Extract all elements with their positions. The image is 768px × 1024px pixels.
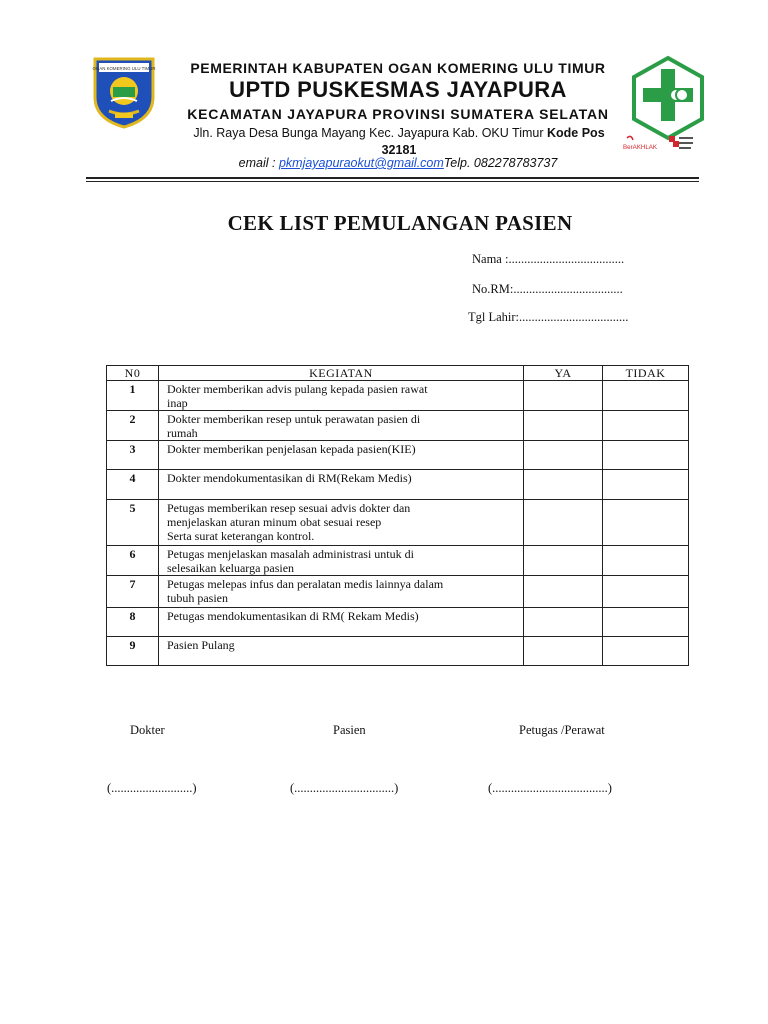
table-row (107, 470, 689, 500)
row-tidak-checkbox[interactable] (603, 608, 689, 637)
row-kegiatan (159, 500, 524, 546)
table-row (107, 637, 689, 666)
row-ya-checkbox[interactable] (524, 381, 603, 411)
postal-label: Kode Pos (547, 126, 605, 140)
table-row (107, 608, 689, 637)
checklist-table (106, 365, 689, 666)
regency-emblem-logo (91, 55, 157, 129)
row-ya-checkbox[interactable] (524, 500, 603, 546)
row-tidak-checkbox[interactable] (603, 576, 689, 608)
row-number: 9 (107, 637, 159, 666)
header-divider-thin (86, 181, 699, 182)
row-tidak-checkbox[interactable] (603, 500, 689, 546)
header-tidak: TIDAK (603, 366, 689, 381)
header-government-line: PEMERINTAH KABUPATEN OGAN KOMERING ULU TIMUR (190, 60, 606, 76)
row-tidak-checkbox[interactable] (603, 411, 689, 441)
row-ya-checkbox[interactable] (524, 576, 603, 608)
kegiatan-line: rumah (167, 426, 198, 440)
row-number: 8 (107, 608, 159, 637)
row-tidak-checkbox[interactable] (603, 470, 689, 500)
kegiatan-line: Petugas memberikan resep sesuai advis dokter dan (167, 501, 411, 515)
header-address (164, 125, 634, 159)
row-kegiatan (159, 411, 524, 441)
field-nama[interactable]: Nama :..................................... (472, 252, 625, 266)
phone-text: Telp. 082278783737 (443, 156, 558, 170)
email-label: email : (238, 156, 279, 170)
table-row (107, 381, 689, 411)
email-link[interactable]: pkmjayapuraokut@gmail.com (278, 156, 444, 170)
kegiatan-line: tubuh pasien (167, 591, 228, 605)
header-contact (160, 156, 636, 170)
row-ya-checkbox[interactable] (524, 411, 603, 441)
kegiatan-line: Petugas mendokumentasikan di RM( Rekam Medis) (167, 609, 419, 623)
header-institution-name: UPTD PUSKESMAS JAYAPURA (229, 77, 567, 102)
row-kegiatan (159, 470, 524, 500)
header-ya: YA (524, 366, 603, 381)
signature-line-petugas[interactable]: (.....................................) (488, 781, 612, 795)
checklist-rows (107, 381, 689, 666)
row-number: 3 (107, 441, 159, 470)
signature-label-dokter: Dokter (130, 723, 165, 737)
row-tidak-checkbox[interactable] (603, 381, 689, 411)
row-kegiatan (159, 381, 524, 411)
postal-code: 32181 (381, 143, 417, 157)
header-no: N0 (107, 366, 159, 381)
row-number: 4 (107, 470, 159, 500)
table-row (107, 441, 689, 470)
row-ya-checkbox[interactable] (524, 546, 603, 576)
table-row (107, 500, 689, 546)
header-district-line: KECAMATAN JAYAPURA PROVINSI SUMATERA SELATAN (187, 106, 609, 122)
row-number: 5 (107, 500, 159, 546)
kegiatan-line: selesaikan keluarga pasien (167, 561, 295, 575)
puskesmas-logo (629, 55, 707, 141)
table-header-row (107, 366, 689, 381)
kegiatan-line: Serta surat keterangan kontrol. (167, 529, 315, 543)
row-tidak-checkbox[interactable] (603, 441, 689, 470)
kegiatan-line: Dokter memberikan advis pulang kepada pasien rawat (167, 382, 428, 396)
address-text: Jln. Raya Desa Bunga Mayang Kec. Jayapura Kab. OKU Timur (193, 126, 547, 140)
row-ya-checkbox[interactable] (524, 637, 603, 666)
table-row (107, 411, 689, 441)
kegiatan-line: Dokter memberikan penjelasan kepada pasien(KIE) (167, 442, 416, 456)
badge-text: BerAKHLAK (623, 144, 658, 151)
kegiatan-line: menjelaskan aturan minum obat sesuai resep (167, 515, 382, 529)
table-row (107, 576, 689, 608)
row-ya-checkbox[interactable] (524, 470, 603, 500)
field-no-rm[interactable]: No.RM:................................... (472, 282, 623, 296)
table-row (107, 546, 689, 576)
signature-line-dokter[interactable]: (..........................) (107, 781, 197, 795)
emblem-text: OGAN KOMERING ULU TIMUR (92, 66, 156, 71)
row-kegiatan (159, 441, 524, 470)
row-kegiatan (159, 608, 524, 637)
signature-line-pasien[interactable]: (................................) (290, 781, 399, 795)
kegiatan-line: Pasien Pulang (167, 638, 235, 652)
row-number: 1 (107, 381, 159, 411)
header-kegiatan: KEGIATAN (159, 366, 524, 381)
field-tgl-lahir[interactable]: Tgl Lahir:................................... (468, 310, 629, 324)
berakhlak-badge-logo (623, 134, 695, 154)
row-ya-checkbox[interactable] (524, 441, 603, 470)
kegiatan-line: inap (167, 396, 188, 410)
row-number: 2 (107, 411, 159, 441)
row-kegiatan (159, 576, 524, 608)
kegiatan-line: Dokter memberikan resep untuk perawatan pasien di (167, 412, 421, 426)
kegiatan-line: Petugas melepas infus dan peralatan medis lainnya dalam (167, 577, 444, 591)
row-tidak-checkbox[interactable] (603, 637, 689, 666)
signature-label-petugas: Petugas /Perawat (519, 723, 605, 737)
row-ya-checkbox[interactable] (524, 608, 603, 637)
row-kegiatan (159, 546, 524, 576)
row-kegiatan (159, 637, 524, 666)
document-title: CEK LIST PEMULANGAN PASIEN (227, 211, 573, 235)
row-tidak-checkbox[interactable] (603, 546, 689, 576)
signature-label-pasien: Pasien (333, 723, 366, 737)
kegiatan-line: Petugas menjelaskan masalah administrasi untuk di (167, 547, 414, 561)
row-number: 6 (107, 546, 159, 576)
header-divider-thick (86, 177, 699, 179)
row-number: 7 (107, 576, 159, 608)
kegiatan-line: Dokter mendokumentasikan di RM(Rekam Medis) (167, 471, 412, 485)
